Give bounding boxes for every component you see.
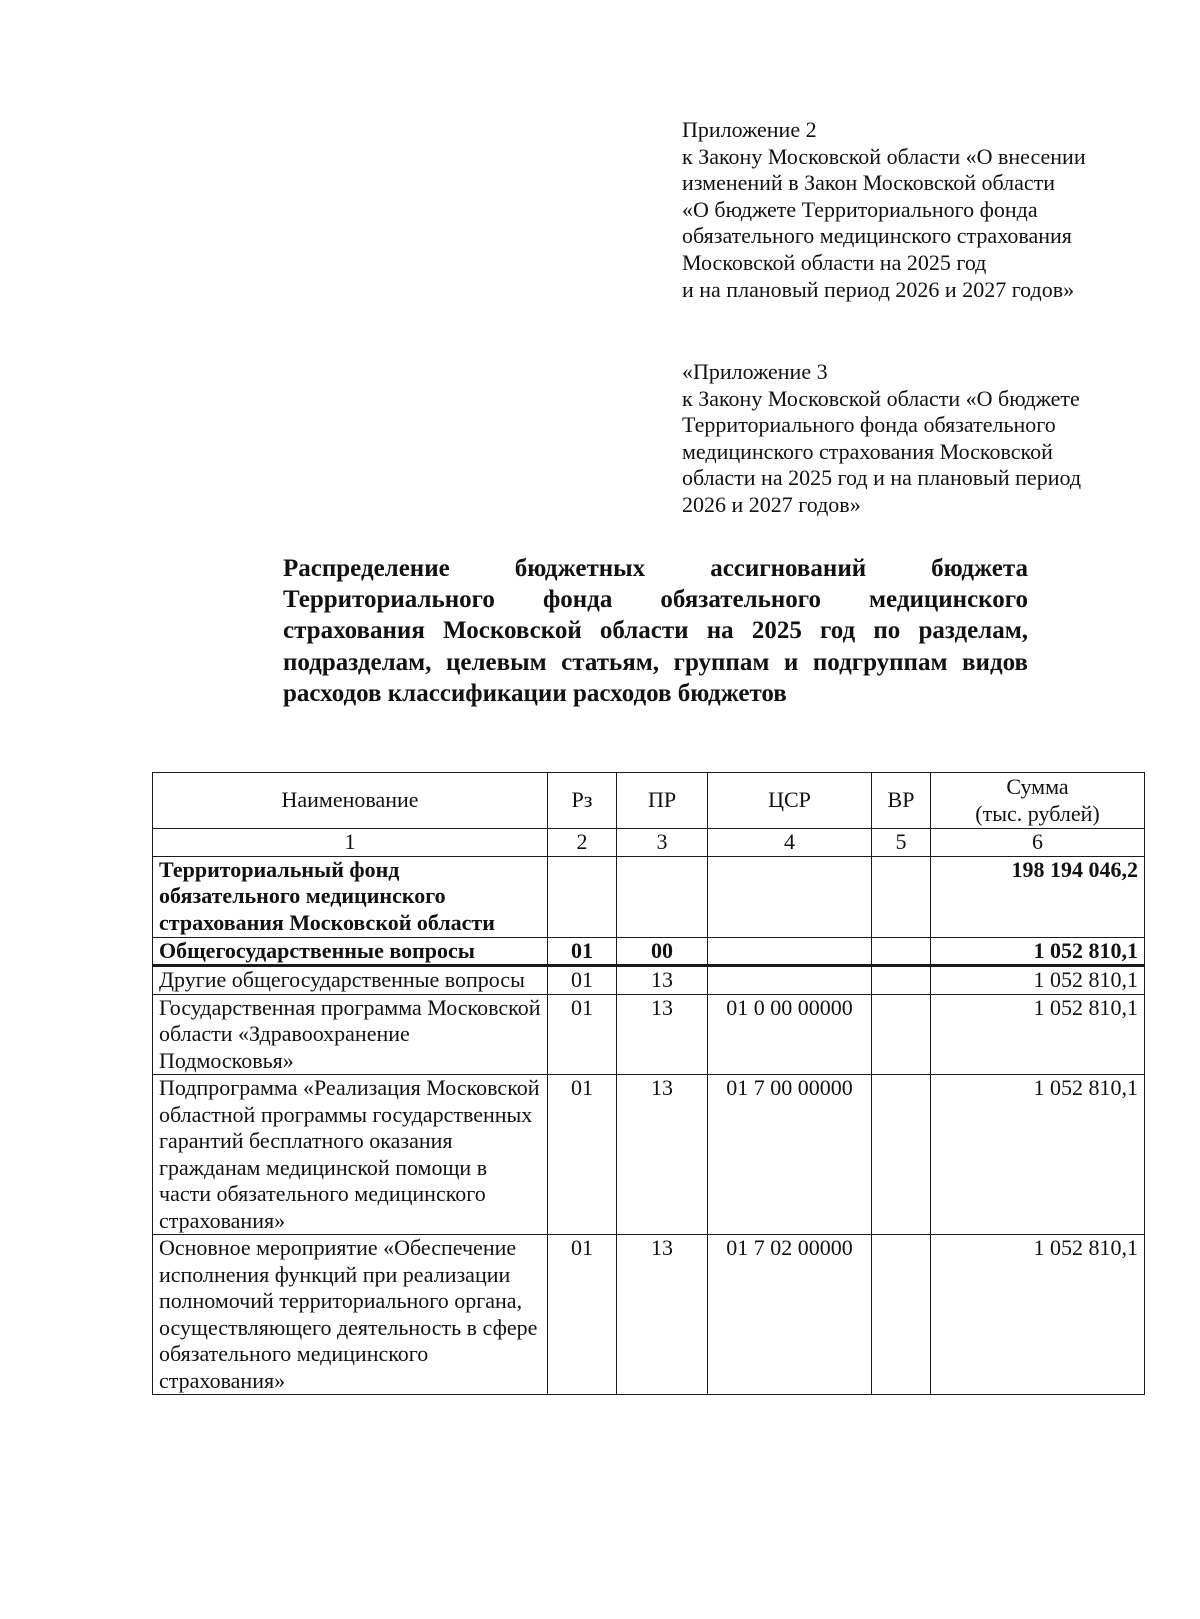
header-vr: ВР	[872, 773, 931, 829]
appendix-3-line: Территориального фонда обязательного	[682, 412, 1056, 438]
row-rz: 01	[548, 1235, 617, 1395]
table-row	[153, 856, 1145, 937]
row-sum: 1 052 810,1	[931, 994, 1145, 1075]
row-pr	[617, 856, 708, 937]
column-number: 3	[617, 829, 708, 857]
row-vr	[872, 966, 931, 995]
appendix-3-header	[682, 359, 1145, 519]
appendix-2-line: и на плановый период 2026 и 2027 годов»	[682, 276, 1075, 302]
appendix-3-line: медицинского страхования Московской	[682, 438, 1053, 464]
row-pr: 13	[617, 1235, 708, 1395]
header-name: Наименование	[153, 773, 548, 829]
column-number: 5	[872, 829, 931, 857]
row-name: Территориальный фонд обязательного медицинского страхования Московской области	[153, 856, 548, 937]
appendix-2-line: Приложение 2	[682, 117, 817, 142]
row-sum: 1 052 810,1	[931, 937, 1145, 966]
appendix-3-line: «Приложение 3	[682, 359, 828, 384]
column-number-row	[153, 829, 1145, 857]
header-sum-unit: (тыс. рублей)	[975, 800, 1100, 826]
appendix-3-line: 2026 и 2027 годов»	[682, 491, 861, 517]
appendix-2-line: к Закону Московской области «О внесении	[682, 143, 1086, 169]
table-row	[153, 994, 1145, 1075]
document-title: Распределение бюджетных ассигнований бюджета Территориального фонда обязательного медицинского страхования Московской области на 2025 год по разделам, подразделам, целевым статьям, группам и подгруппам видов расходов классификации расходов бюджетов	[283, 555, 1028, 707]
row-rz: 01	[548, 966, 617, 995]
column-number: 4	[708, 829, 872, 857]
row-sum: 1 052 810,1	[931, 1075, 1145, 1235]
column-number: 2	[548, 829, 617, 857]
table-row	[153, 1235, 1145, 1395]
row-csr	[708, 966, 872, 995]
row-sum: 198 194 046,2	[931, 856, 1145, 937]
row-name: Общегосударственные вопросы	[153, 937, 548, 966]
row-csr: 01 7 02 00000	[708, 1235, 872, 1395]
header-rz: Рз	[548, 773, 617, 829]
row-rz: 01	[548, 994, 617, 1075]
row-pr: 13	[617, 966, 708, 995]
header-csr: ЦСР	[708, 773, 872, 829]
row-sum: 1 052 810,1	[931, 1235, 1145, 1395]
table-header-row	[153, 773, 1145, 829]
appendix-2-line: «О бюджете Территориального фонда	[682, 196, 1038, 222]
row-csr	[708, 937, 872, 966]
row-pr: 13	[617, 994, 708, 1075]
row-vr	[872, 937, 931, 966]
row-vr	[872, 994, 931, 1075]
row-rz	[548, 856, 617, 937]
row-vr	[872, 1235, 931, 1395]
row-sum: 1 052 810,1	[931, 966, 1145, 995]
row-csr: 01 7 00 00000	[708, 1075, 872, 1235]
row-name: Основное мероприятие «Обеспечение исполнения функций при реализации полномочий территориального органа, осуществляющего деятельность в сфере обязательного медицинского страхования»	[153, 1235, 548, 1395]
row-name: Подпрограмма «Реализация Московской областной программы государственных гарантий бесплатного оказания гражданам медицинской помощи в части обязательного медицинского страхования»	[153, 1075, 548, 1235]
appendix-2-header	[682, 117, 1145, 303]
row-name: Другие общегосударственные вопросы	[153, 966, 548, 995]
header-sum	[931, 773, 1145, 829]
appendix-2-line: изменений в Закон Московской области	[682, 170, 1056, 196]
column-number: 1	[153, 829, 548, 857]
header-sum-label: Сумма	[1006, 774, 1069, 799]
appendix-2-line: обязательного медицинского страхования	[682, 223, 1072, 249]
row-csr: 01 0 00 00000	[708, 994, 872, 1075]
row-vr	[872, 1075, 931, 1235]
table-row	[153, 937, 1145, 966]
row-pr: 00	[617, 937, 708, 966]
column-number: 6	[931, 829, 1145, 857]
row-csr	[708, 856, 872, 937]
header-pr: ПР	[617, 773, 708, 829]
row-pr: 13	[617, 1075, 708, 1235]
row-name: Государственная программа Московской области «Здравоохранение Подмосковья»	[153, 994, 548, 1075]
appendix-3-line: к Закону Московской области «О бюджете	[682, 385, 1080, 411]
row-vr	[872, 856, 931, 937]
appendix-2-line: Московской области на 2025 год	[682, 249, 987, 275]
row-rz: 01	[548, 937, 617, 966]
table-row	[153, 966, 1145, 995]
appendix-3-line: области на 2025 год и на плановый период	[682, 465, 1082, 491]
budget-table	[152, 772, 1145, 1395]
row-rz: 01	[548, 1075, 617, 1235]
table-row	[153, 1075, 1145, 1235]
